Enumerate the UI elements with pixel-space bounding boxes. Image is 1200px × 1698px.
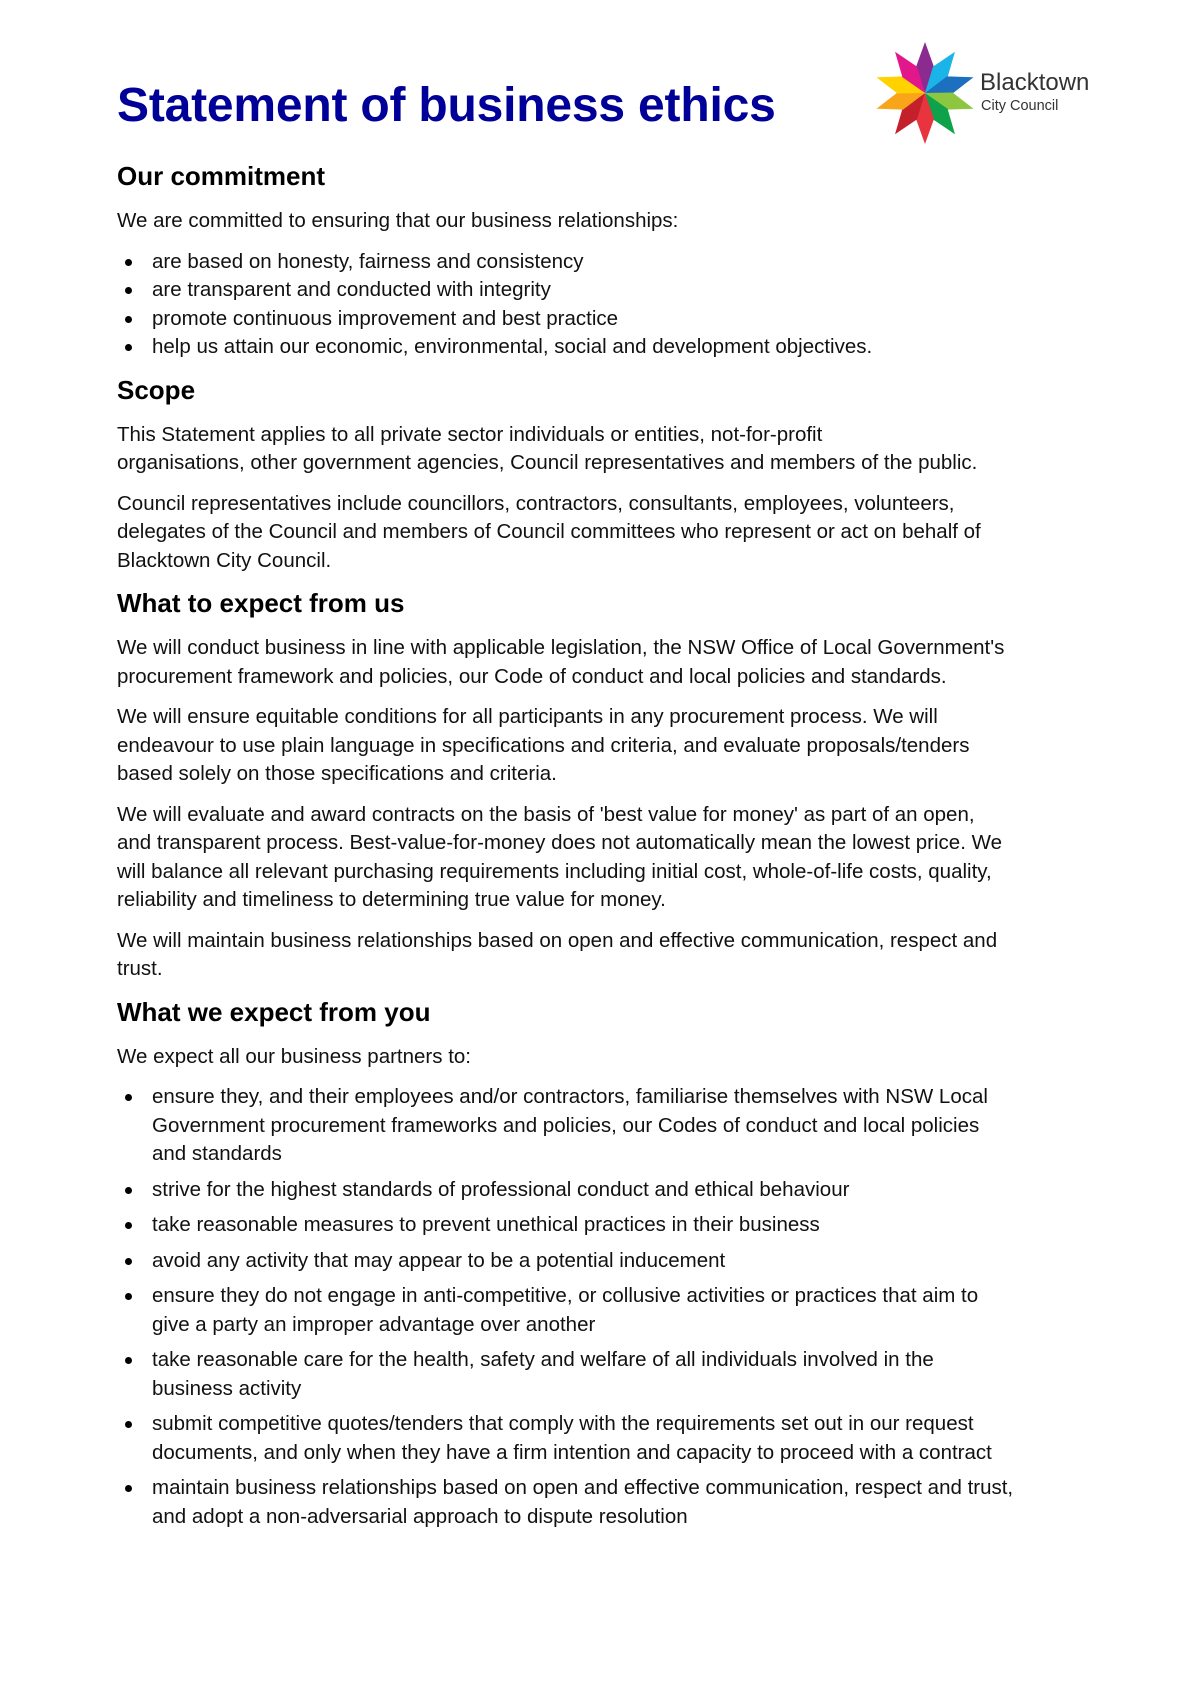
text-line: will balance all relevant purchasing requirements including initial cost, whole-of-life costs, quality, bbox=[117, 859, 992, 883]
text-line: This Statement applies to all private sector individuals or entities, not-for-profit bbox=[117, 422, 823, 446]
document-body bbox=[117, 160, 1107, 1531]
text-line: We will evaluate and award contracts on the basis of 'best value for money' as part of an open, bbox=[117, 802, 975, 826]
text-line: are based on honesty, fairness and consistency bbox=[152, 249, 584, 273]
text-line: delegates of the Council and members of Council committees who represent or act on behalf of bbox=[117, 520, 981, 543]
paragraph bbox=[117, 801, 1107, 915]
text-line: endeavour to use plain language in specifications and criteria, and evaluate proposals/tenders bbox=[117, 733, 970, 757]
bullet-icon bbox=[125, 1258, 132, 1265]
text-line: Government procurement frameworks and policies, our Codes of conduct and local policies bbox=[152, 1113, 980, 1137]
text-line: and standards bbox=[152, 1142, 282, 1165]
section-heading: Scope bbox=[117, 374, 196, 405]
paragraph bbox=[117, 703, 1107, 789]
text-line: take reasonable measures to prevent unethical practices in their business bbox=[152, 1213, 820, 1236]
paragraph bbox=[117, 490, 1107, 576]
text-line: Blacktown City Council. bbox=[117, 548, 332, 572]
text-line: business activity bbox=[152, 1376, 302, 1400]
text-line: and adopt a non-adversarial approach to dispute resolution bbox=[152, 1504, 688, 1528]
document bbox=[117, 78, 1107, 1543]
bullet-icon bbox=[125, 1293, 132, 1300]
text-line: maintain business relationships based on open and effective communication, respect and trust, bbox=[152, 1476, 1014, 1499]
text-line: based solely on those specifications and criteria. bbox=[117, 762, 557, 785]
section-heading: What to expect from us bbox=[117, 588, 405, 618]
section bbox=[117, 587, 1107, 984]
bullet-list bbox=[117, 1083, 1107, 1531]
text-line: take reasonable care for the health, safety and welfare of all individuals involved in the bbox=[152, 1348, 934, 1371]
text-line: organisations, other government agencies, Council representatives and members of the public. bbox=[117, 451, 978, 474]
text-line: reliability and timeliness to determining true value for money. bbox=[117, 888, 666, 911]
page-title: Statement of business ethics bbox=[117, 79, 776, 132]
text-line: Council representatives include councillors, contractors, consultants, employees, volunteers, bbox=[117, 491, 955, 515]
text-line: promote continuous improvement and best practice bbox=[152, 306, 619, 330]
section-heading: What we expect from you bbox=[117, 996, 431, 1027]
text-line: ensure they do not engage in anti-competitive, or collusive activities or practices that aim to bbox=[152, 1284, 979, 1307]
logo-brand-text: Blacktown bbox=[980, 69, 1090, 96]
bullet-icon bbox=[125, 1222, 132, 1229]
paragraph bbox=[117, 927, 1107, 984]
text-line: We will conduct business in line with applicable legislation, the NSW Office of Local Government's bbox=[117, 636, 1005, 659]
list-item bbox=[117, 1247, 1107, 1276]
text-line: documents, and only when they have a firm intention and capacity to proceed with a contract bbox=[152, 1440, 992, 1464]
bullet-list bbox=[117, 248, 1107, 362]
section-heading: Our commitment bbox=[117, 161, 326, 191]
list-item bbox=[117, 333, 1107, 362]
bullet-icon bbox=[125, 316, 132, 323]
list-item bbox=[117, 1474, 1107, 1531]
paragraph bbox=[117, 421, 1107, 478]
list-item bbox=[117, 305, 1107, 334]
text-line: and transparent process. Best-value-for-money does not automatically mean the lowest price. We bbox=[117, 831, 1002, 854]
bullet-icon bbox=[125, 287, 132, 294]
list-item bbox=[117, 1282, 1107, 1339]
list-item bbox=[117, 1410, 1107, 1467]
bullet-icon bbox=[125, 1357, 132, 1364]
text-line: help us attain our economic, environmental, social and development objectives. bbox=[152, 335, 873, 358]
section bbox=[117, 160, 1107, 362]
text-line: give a party an improper advantage over another bbox=[152, 1312, 596, 1336]
bullet-icon bbox=[125, 344, 132, 351]
list-item bbox=[117, 276, 1107, 305]
list-item bbox=[117, 1083, 1107, 1169]
text-line: procurement framework and policies, our Code of conduct and local policies and standards. bbox=[117, 664, 947, 688]
text-line: trust. bbox=[117, 957, 163, 980]
list-item bbox=[117, 248, 1107, 277]
list-item bbox=[117, 1176, 1107, 1205]
list-item bbox=[117, 1211, 1107, 1240]
text-line: We will ensure equitable conditions for all participants in any procurement process. We will bbox=[117, 705, 938, 728]
text-line: We are committed to ensuring that our business relationships: bbox=[117, 209, 679, 232]
text-line: are transparent and conducted with integrity bbox=[152, 278, 551, 301]
text-line: We expect all our business partners to: bbox=[117, 1044, 471, 1068]
text-line: strive for the highest standards of professional conduct and ethical behaviour bbox=[152, 1177, 850, 1201]
logo-sub-text: City Council bbox=[981, 98, 1059, 114]
paragraph bbox=[117, 634, 1107, 691]
text-line: submit competitive quotes/tenders that comply with the requirements set out in our request bbox=[152, 1412, 974, 1435]
bullet-icon bbox=[125, 1094, 132, 1101]
bullet-icon bbox=[125, 1485, 132, 1492]
list-item bbox=[117, 1346, 1107, 1403]
bullet-icon bbox=[125, 259, 132, 266]
text-line: avoid any activity that may appear to be a potential inducement bbox=[152, 1248, 726, 1272]
bullet-icon bbox=[125, 1421, 132, 1428]
bullet-icon bbox=[125, 1187, 132, 1194]
paragraph bbox=[117, 207, 1107, 236]
section bbox=[117, 996, 1107, 1532]
paragraph bbox=[117, 1043, 1107, 1072]
text-line: ensure they, and their employees and/or contractors, familiarise themselves with NSW Local bbox=[152, 1085, 988, 1108]
section bbox=[117, 374, 1107, 576]
text-line: We will maintain business relationships based on open and effective communication, respect and bbox=[117, 928, 998, 952]
